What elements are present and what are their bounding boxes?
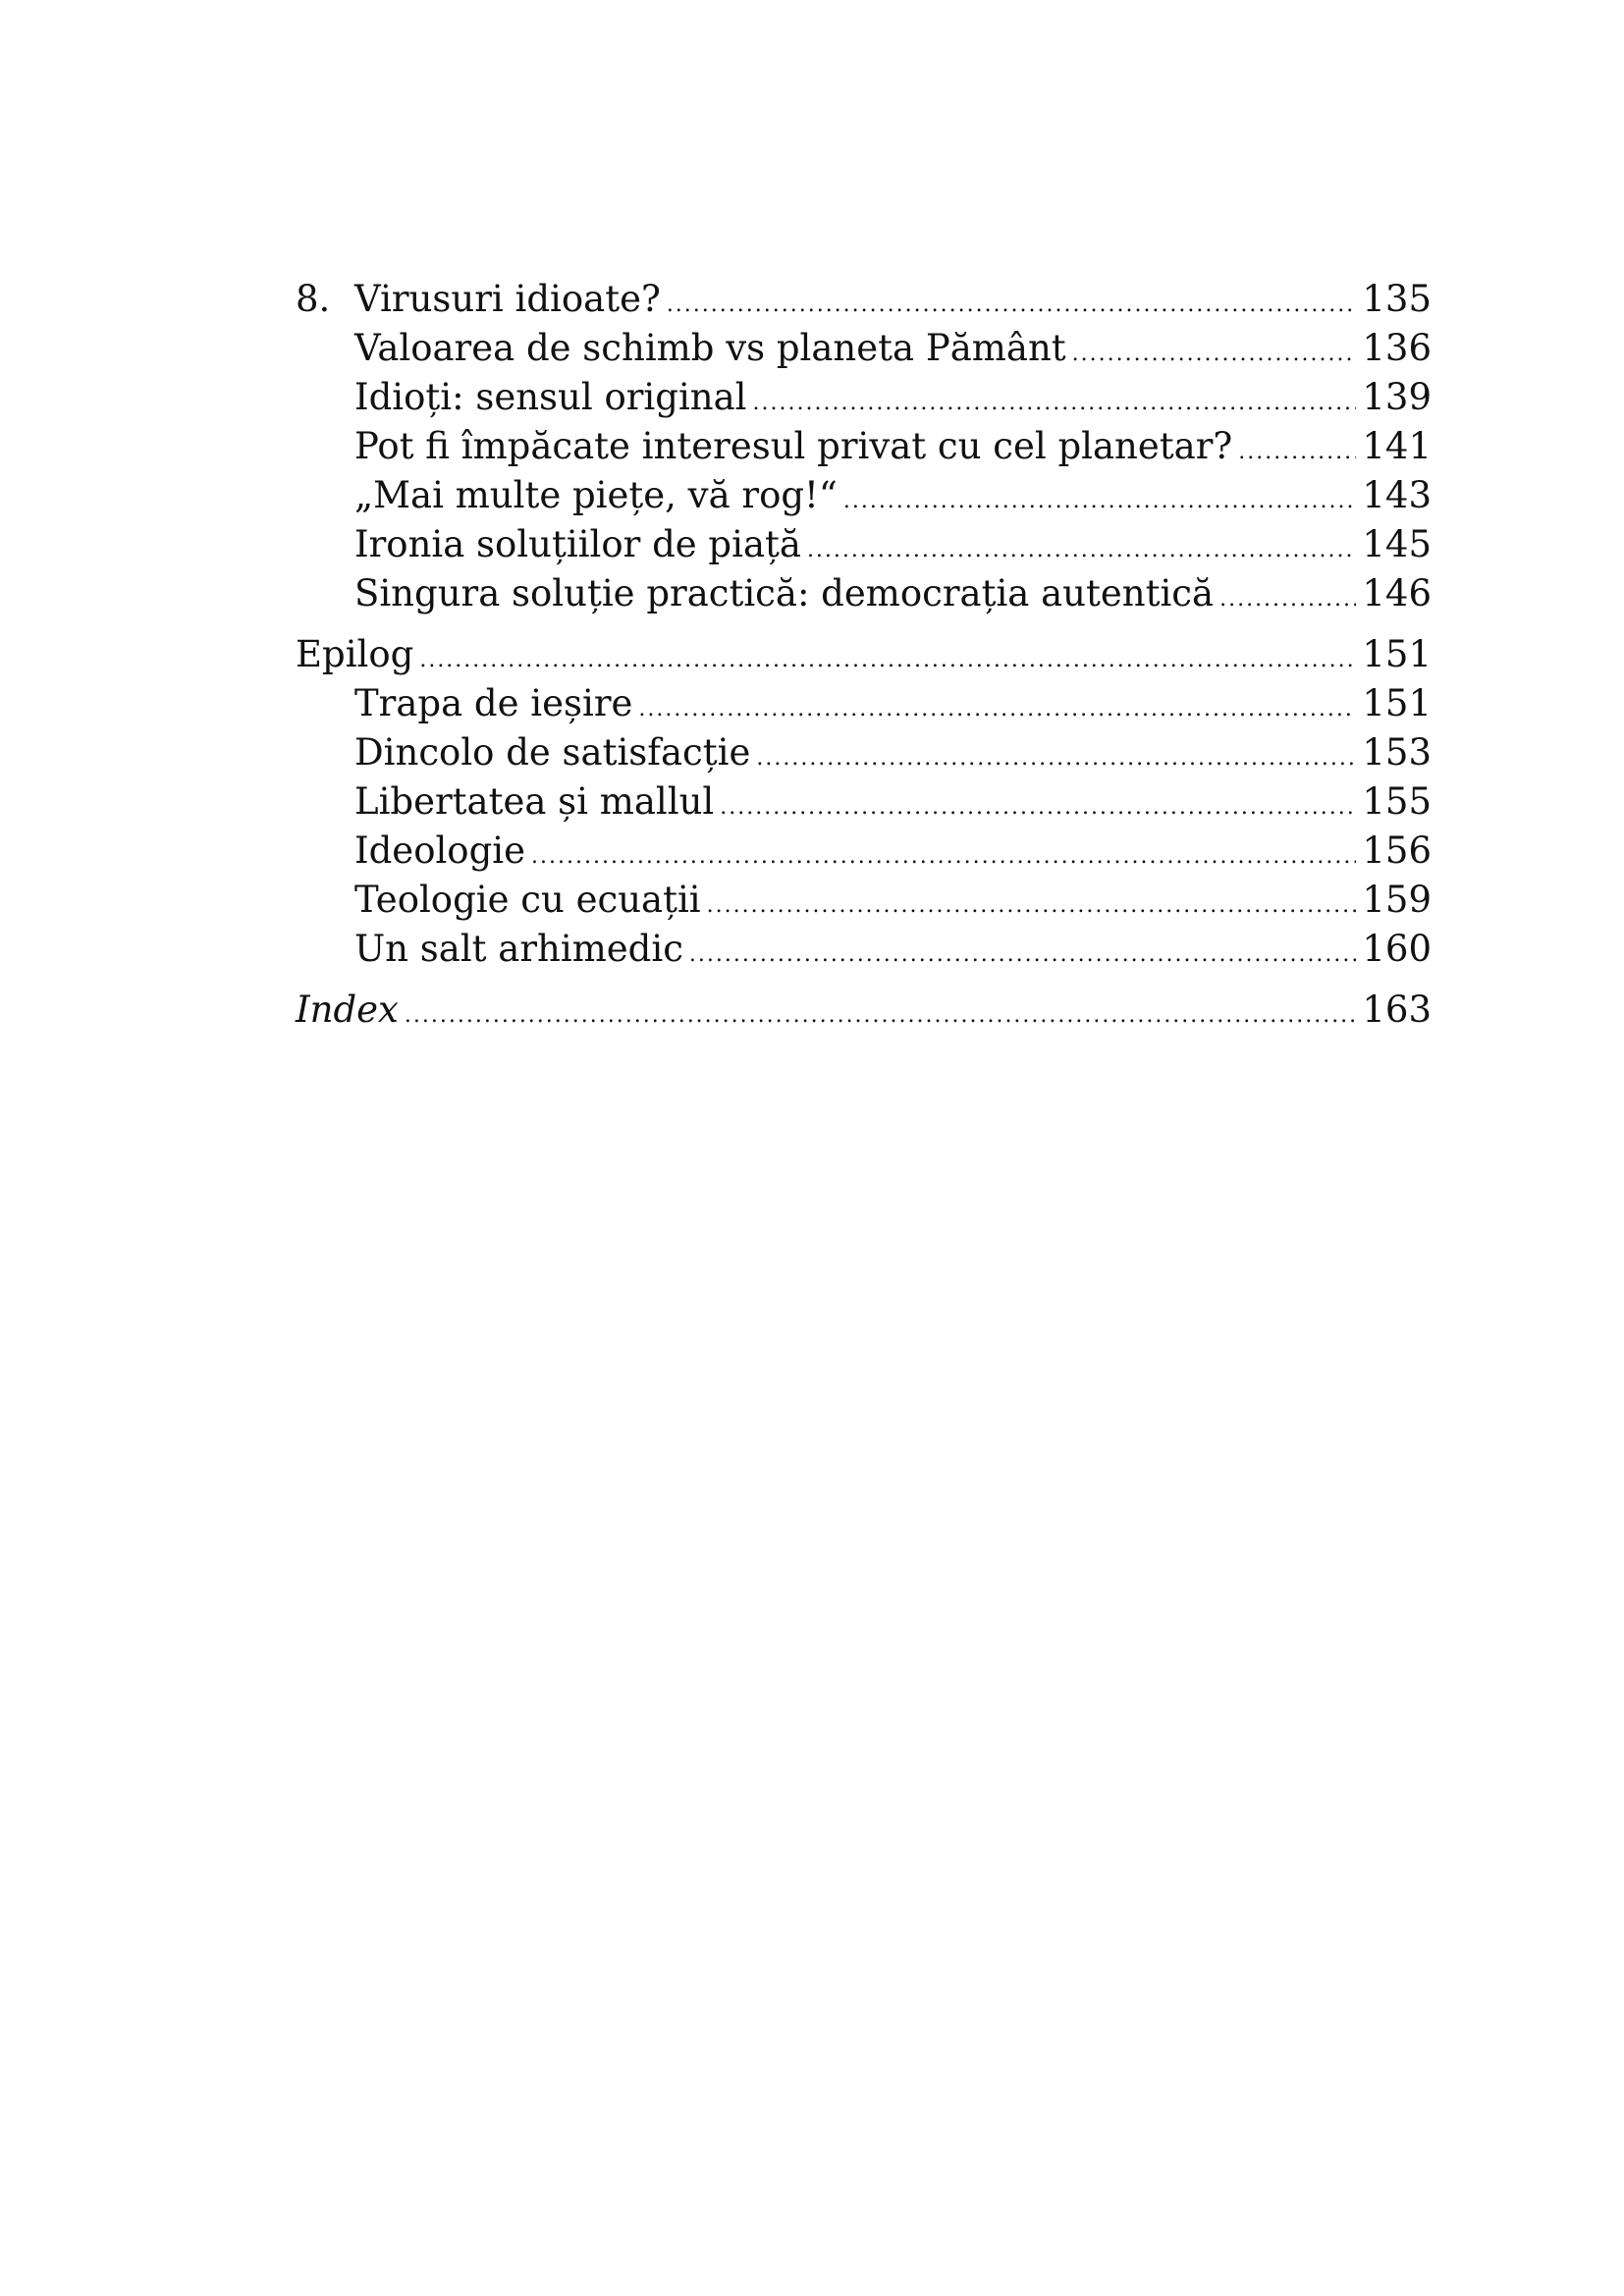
page-number: 136 (1362, 327, 1432, 369)
page-number: 146 (1362, 572, 1432, 614)
section-title: Teologie cu ecuații (354, 879, 701, 921)
toc-entry-section[interactable] (296, 777, 1432, 827)
dot-leader (531, 832, 1356, 881)
page-number: 151 (1362, 633, 1432, 675)
dot-leader (689, 931, 1356, 980)
section-title: Pot fi împăcate interesul privat cu cel planetar? (354, 425, 1233, 467)
toc-entry-section[interactable] (296, 569, 1432, 618)
toc-entry-section[interactable] (296, 373, 1432, 422)
toc-entry-section[interactable] (296, 422, 1432, 471)
dot-leader (720, 783, 1356, 832)
page-number: 135 (1362, 278, 1432, 320)
toc-entry-epilog[interactable] (296, 630, 1432, 679)
section-title: Trapa de ieșire (354, 682, 633, 724)
dot-leader (419, 636, 1356, 685)
chapter-number: 8. (296, 278, 331, 320)
toc-entry-chapter-8[interactable] (296, 275, 1432, 324)
toc-entry-section[interactable] (296, 876, 1432, 925)
dot-leader (756, 734, 1356, 783)
page-number: 143 (1362, 474, 1432, 516)
chapter-title: Epilog (296, 633, 414, 675)
section-title: Un salt arhimedic (354, 928, 683, 970)
page-number: 155 (1362, 780, 1432, 823)
dot-leader (1219, 575, 1356, 624)
dot-leader (753, 379, 1357, 428)
section-title: Idioți: sensul original (354, 376, 747, 418)
page-number: 160 (1362, 928, 1432, 970)
section-title: Singura soluție practică: democrația autentică (354, 572, 1215, 614)
dot-leader (843, 477, 1357, 526)
toc-entry-section[interactable] (296, 827, 1432, 876)
toc-entry-section[interactable] (296, 324, 1432, 373)
page-number: 153 (1362, 731, 1432, 774)
page-number: 156 (1362, 829, 1432, 872)
dot-leader (1072, 330, 1357, 379)
dot-leader (405, 991, 1356, 1041)
table-of-contents (296, 275, 1432, 1035)
dot-leader (807, 526, 1356, 575)
chapter-title: Virusuri idioate? (354, 278, 661, 320)
page-number: 139 (1362, 376, 1432, 418)
dot-leader (638, 685, 1356, 734)
section-title: Ironia soluțiilor de piață (354, 523, 801, 565)
page-number: 141 (1362, 425, 1432, 467)
page-number: 145 (1362, 523, 1432, 565)
section-title: Ideologie (354, 829, 525, 872)
toc-entry-section[interactable] (296, 520, 1432, 569)
section-title: Dincolo de satisfacție (354, 731, 751, 774)
index-title: Index (296, 988, 399, 1031)
section-title: Libertatea și mallul (354, 780, 715, 823)
toc-entry-section[interactable] (296, 679, 1432, 728)
toc-entry-section[interactable] (296, 925, 1432, 974)
section-title: Valoarea de schimb vs planeta Pământ (354, 327, 1066, 369)
page-number: 163 (1362, 988, 1432, 1031)
toc-entry-index[interactable] (296, 986, 1432, 1035)
dot-leader (1238, 428, 1356, 477)
section-title: „Mai multe piețe, vă rog!“ (354, 474, 838, 516)
toc-entry-section[interactable] (296, 728, 1432, 777)
dot-leader (707, 881, 1357, 931)
dot-leader (667, 281, 1357, 330)
toc-entry-section[interactable] (296, 471, 1432, 520)
page-number: 151 (1362, 682, 1432, 724)
page-number: 159 (1362, 879, 1432, 921)
